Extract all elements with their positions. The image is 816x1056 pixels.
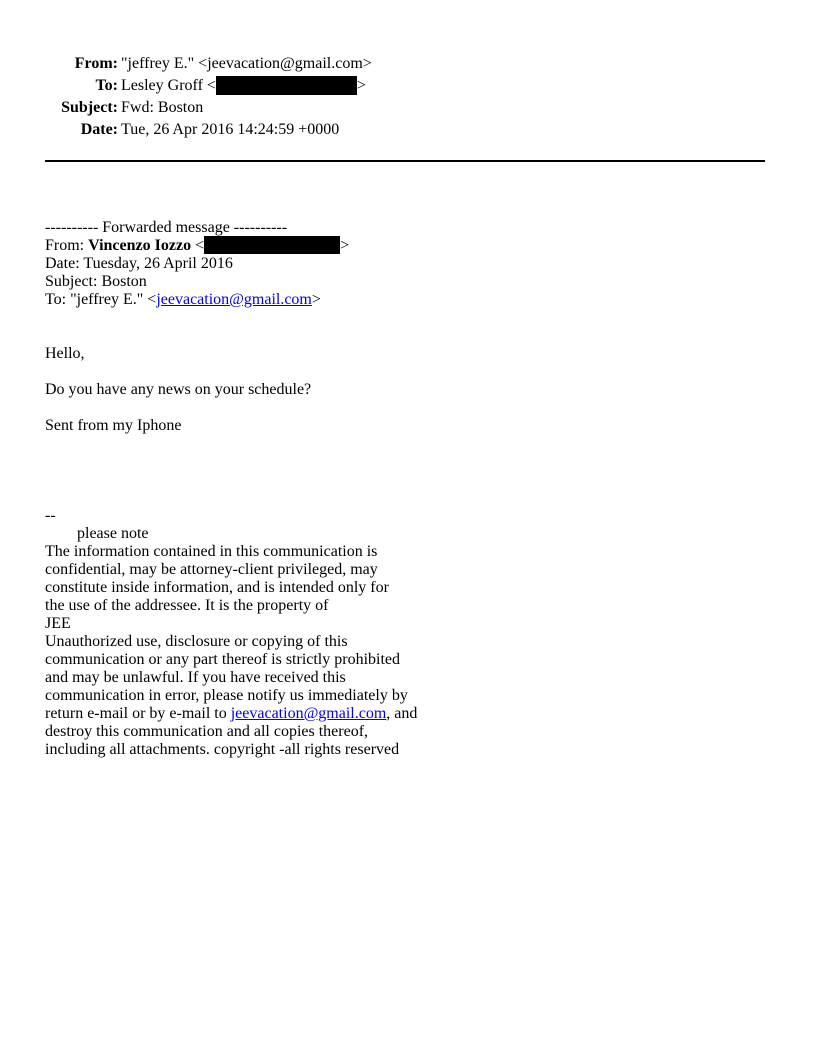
return-suffix: , and [386, 705, 418, 722]
email-header [0, 53, 372, 141]
disclaimer-email-link[interactable]: jeevacation@gmail.com [230, 705, 387, 722]
greeting-text: Hello, [45, 345, 85, 362]
forwarded-from-prefix: From: [45, 237, 89, 254]
disclaimer-dashes: -- [45, 507, 56, 524]
forwarded-to-suffix: > [311, 291, 321, 308]
disclaimer-return-line [45, 705, 417, 723]
header-divider [45, 160, 765, 162]
header-from-row [0, 53, 372, 75]
disclaimer-line: the use of the addressee. It is the property of [45, 597, 329, 614]
header-date-value: Tue, 26 Apr 2016 14:24:59 +0000 [121, 121, 340, 138]
signoff-text: Sent from my Iphone [45, 417, 182, 434]
forwarded-from-close: > [340, 237, 350, 254]
forwarded-date: Date: Tuesday, 26 April 2016 [45, 255, 233, 272]
redaction-box [216, 76, 357, 95]
header-from-value: "jeffrey E." <jeevacation@gmail.com> [121, 55, 372, 72]
header-date-label: Date: [80, 121, 118, 138]
header-subject-value: Fwd: Boston [121, 99, 204, 116]
disclaimer-line: communication in error, please notify us immediately by [45, 687, 408, 704]
header-to-prefix: Lesley Groff < [121, 77, 216, 94]
question-text: Do you have any news on your schedule? [45, 381, 312, 398]
header-to-row [0, 75, 372, 97]
header-to-value [121, 75, 366, 97]
return-prefix: return e-mail or by e-mail to [45, 705, 231, 722]
redaction-box [204, 236, 340, 254]
forwarded-from-name: Vincenzo Iozzo [88, 237, 192, 254]
forwarded-subject: Subject: Boston [45, 273, 147, 290]
header-subject-row [0, 97, 372, 119]
disclaimer-line: destroy this communication and all copies thereof, [45, 723, 369, 740]
disclaimer-line: The information contained in this communication is [45, 543, 378, 560]
disclaimer-line: including all attachments. copyright -all rights reserved [45, 741, 400, 758]
disclaimer-line: communication or any part thereof is strictly prohibited [45, 651, 401, 668]
disclaimer-line: Unauthorized use, disclosure or copying of this [45, 633, 348, 650]
disclaimer-note: please note [77, 525, 149, 542]
disclaimer-line: and may be unlawful. If you have received this [45, 669, 346, 686]
disclaimer-line: confidential, may be attorney-client privileged, may [45, 561, 378, 578]
forwarded-to-prefix: To: "jeffrey E." < [45, 291, 157, 308]
forwarded-separator: ---------- Forwarded message ---------- [45, 219, 288, 236]
header-from-label: From: [74, 55, 118, 72]
header-to-label: To: [95, 77, 118, 94]
header-to-suffix: > [356, 77, 366, 94]
forwarded-to [45, 291, 349, 309]
disclaimer [45, 507, 417, 759]
message-question [45, 381, 311, 399]
forwarded-from [45, 237, 349, 255]
disclaimer-line: constitute inside information, and is intended only for [45, 579, 389, 596]
forwarded-header [45, 219, 349, 309]
forwarded-from-open: < [191, 237, 205, 254]
forwarded-to-email-link[interactable]: jeevacation@gmail.com [156, 291, 312, 308]
message-signoff [45, 417, 181, 435]
message-greeting [45, 345, 85, 363]
header-date-row [0, 119, 372, 141]
disclaimer-line: JEE [45, 615, 71, 632]
header-subject-label: Subject: [61, 99, 118, 116]
